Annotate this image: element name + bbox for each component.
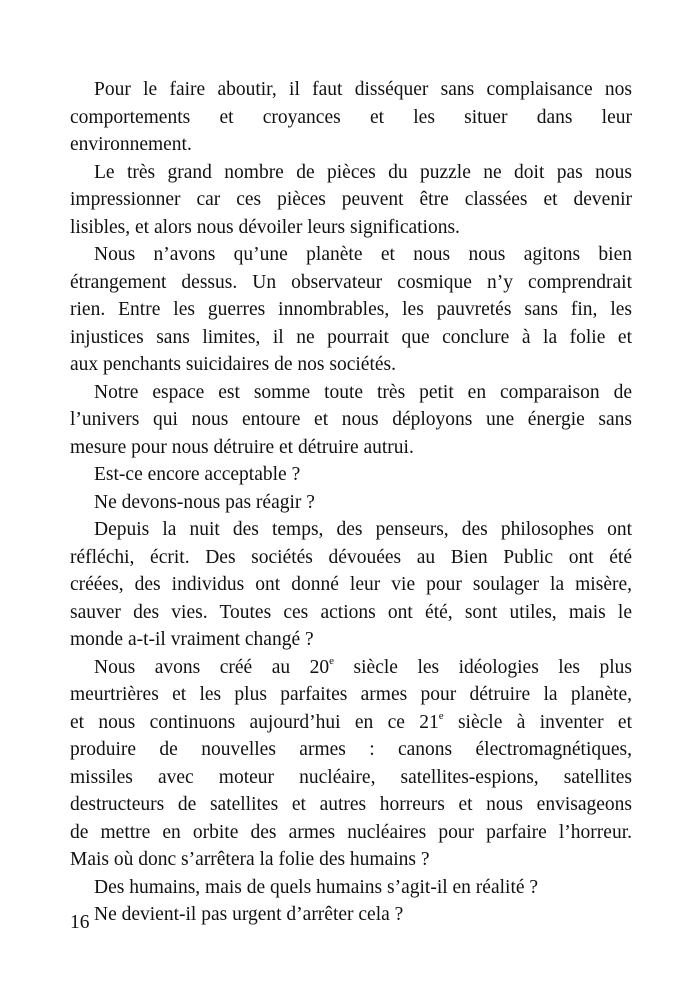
text-line: créées, des individus ont donné leur vie pour soulager la misère, (70, 574, 632, 595)
text-line: réfléchi, écrit. Des sociétés dévouées au Bien Public ont été (70, 546, 632, 568)
text-line: Mais où donc s’arrêtera la folie des humains ? (70, 849, 430, 870)
text-line: destructeurs de satellites et autres horreurs et nous envisageons (70, 794, 632, 815)
text-line: impressionner car ces pièces peuvent être classées et devenir (70, 189, 632, 210)
text-line: missiles avec moteur nucléaire, satellites-espions, satellites (70, 766, 632, 788)
text-segment: Nous avons créé au 20 (94, 656, 330, 678)
text-line: produire de nouvelles armes : canons électromagnétiques, (70, 739, 632, 760)
text-line: Pour le faire aboutir, il faut disséquer sans complaisance nos (94, 79, 632, 100)
text-line: aux penchants suicidaires de nos sociétés. (70, 354, 396, 375)
paragraph (70, 461, 632, 489)
page-number: 16 (70, 912, 90, 933)
text-line: Ne devient-il pas urgent d’arrêter cela ? (94, 904, 404, 925)
text-line: meurtrières et les plus parfaites armes pour détruire la planète, (70, 684, 632, 705)
text-segment: et nous continuons aujourd’hui en ce 21 (70, 711, 439, 733)
text-line: monde a-t-il vraiment changé ? (70, 629, 314, 650)
body-text (70, 76, 632, 929)
text-line (70, 654, 632, 682)
superscript: e (329, 654, 335, 667)
text-line: comportements et croyances et les situer dans leur (70, 106, 632, 128)
paragraph (70, 379, 632, 462)
paragraph (70, 159, 632, 242)
text-line: lisibles, et alors nous dévoiler leurs significations. (70, 216, 460, 238)
paragraph (70, 241, 632, 379)
superscript: e (438, 709, 444, 722)
paragraph (70, 76, 632, 159)
text-line: mesure pour nous détruire et détruire autrui. (70, 436, 414, 458)
text-line: Ne devons-nous pas réagir ? (94, 491, 315, 513)
paragraph (70, 516, 632, 654)
text-line: l’univers qui nous entoure et nous déployons une énergie sans (70, 409, 632, 430)
text-line: sauver des vies. Toutes ces actions ont été, sont utiles, mais le (70, 601, 632, 623)
text-line: Est-ce encore acceptable ? (94, 464, 301, 485)
text-line: Depuis la nuit des temps, des penseurs, des philosophes ont (94, 519, 632, 540)
text-line: Des humains, mais de quels humains s’agit-il en réalité ? (94, 876, 539, 898)
text-line: Nous n’avons qu’une planète et nous nous agitons bien (94, 244, 632, 265)
text-segment: siècle les idéologies les plus (334, 656, 632, 678)
text-line: de mettre en orbite des armes nucléaires pour parfaire l’horreur. (70, 821, 632, 843)
text-line (70, 709, 632, 737)
text-segment: siècle à inventer et (443, 711, 632, 733)
text-line: Notre espace est somme toute très petit en comparaison de (94, 381, 632, 403)
paragraph (70, 489, 632, 517)
paragraph (70, 654, 632, 874)
paragraph (70, 901, 632, 929)
text-line: Le très grand nombre de pièces du puzzle ne doit pas nous (94, 161, 632, 183)
text-line: injustices sans limites, il ne pourrait que conclure à la folie et (70, 326, 632, 348)
text-line: rien. Entre les guerres innombrables, les pauvretés sans fin, les (70, 299, 632, 320)
paragraph (70, 874, 632, 902)
text-line: environnement. (70, 134, 192, 155)
text-line: étrangement dessus. Un observateur cosmique n’y comprendrait (70, 271, 632, 293)
